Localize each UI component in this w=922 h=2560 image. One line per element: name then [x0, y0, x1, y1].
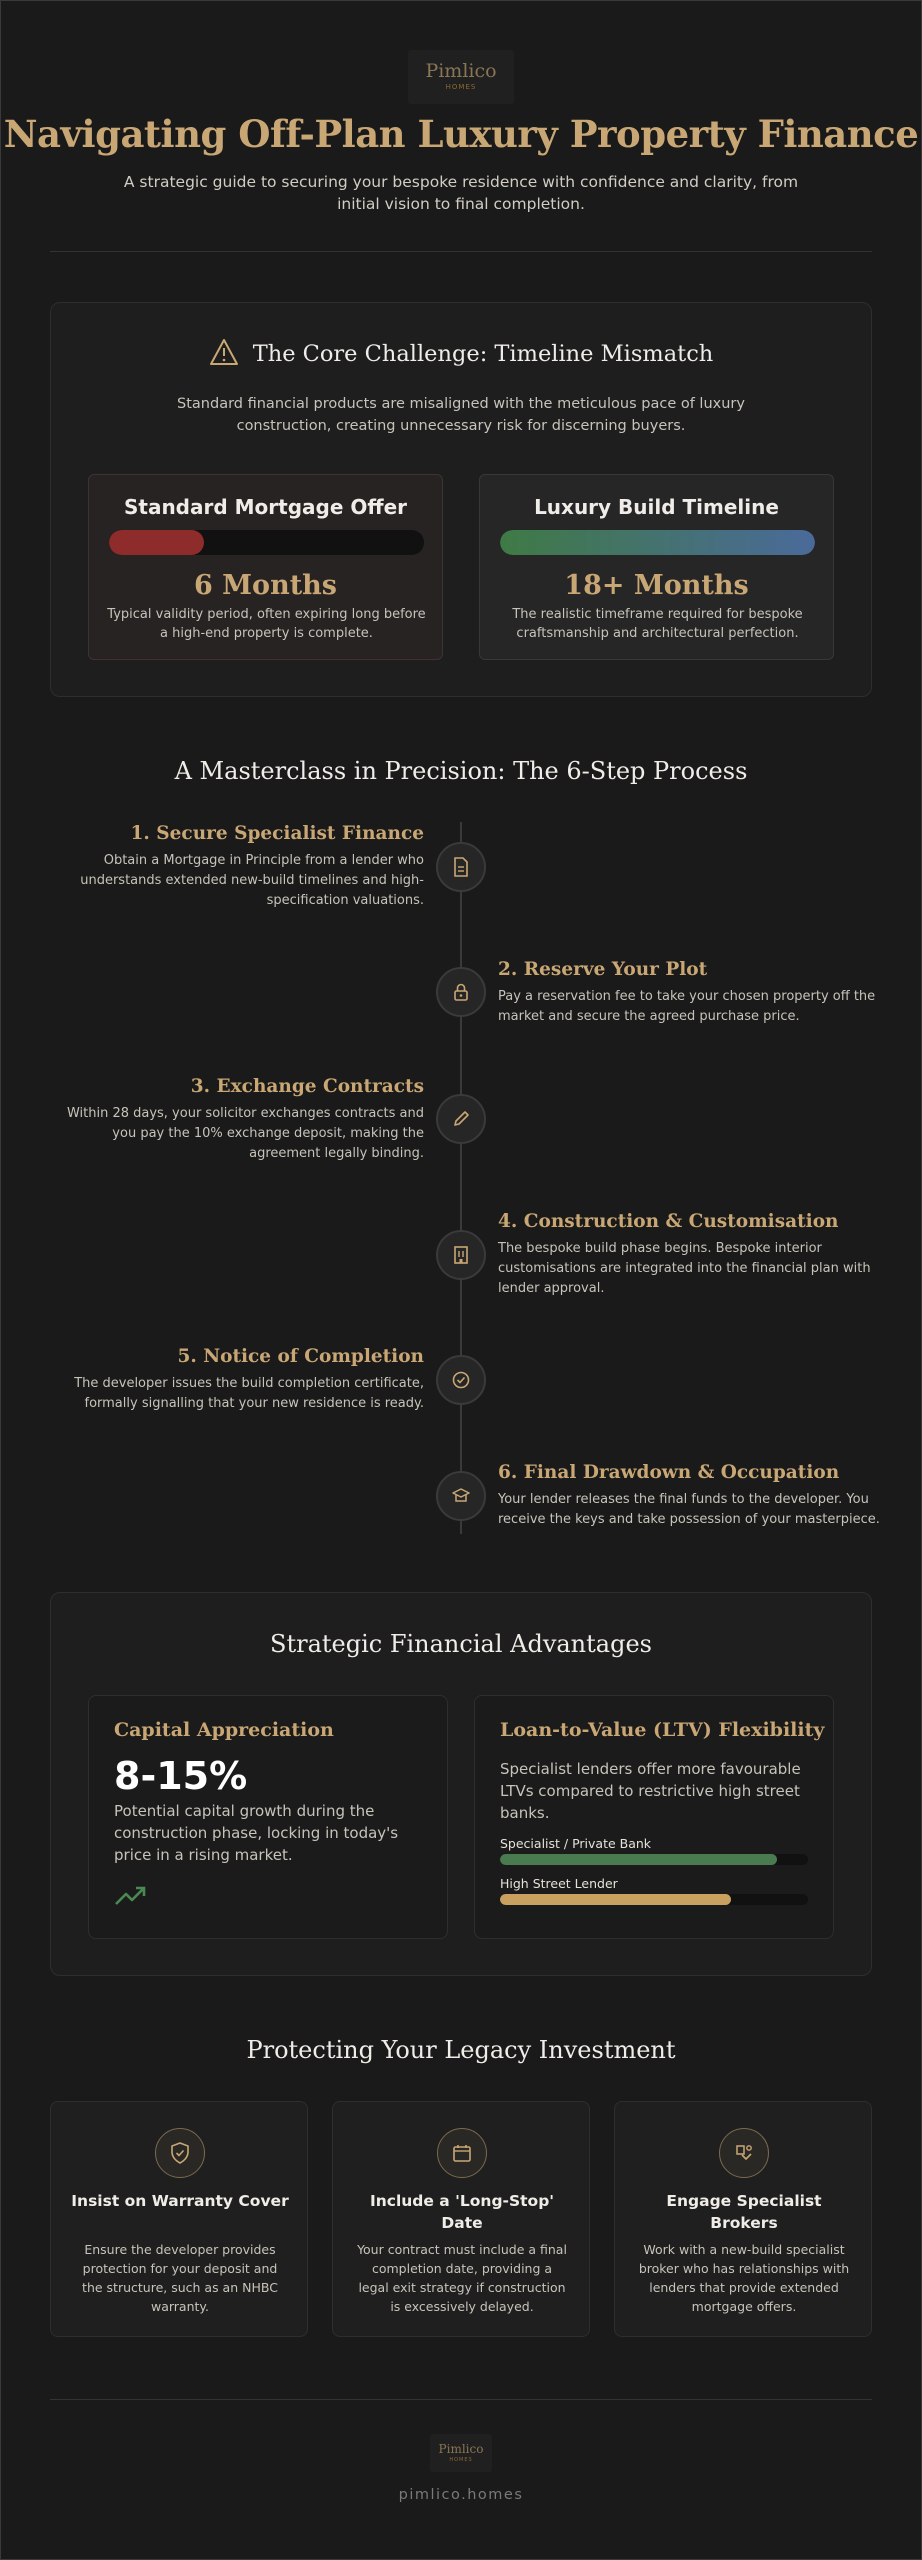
- pen-icon: [436, 1094, 486, 1144]
- core-challenge-description: Standard financial products are misaligned with the meticulous pace of luxury construction, creating unnecessary risk for discerning buyers.: [177, 396, 745, 434]
- step-title: 5. Notice of Completion: [177, 1346, 424, 1367]
- shield-check-icon: [155, 2128, 205, 2178]
- bar-label: High Street Lender: [500, 1876, 618, 1891]
- step-5: [40, 1346, 424, 1414]
- card-description: Potential capital growth during the construction phase, locking in today's price in a rising market.: [114, 1802, 399, 1864]
- card-title: Insist on Warranty Cover: [71, 2192, 289, 2210]
- footer-logo[interactable]: [430, 2434, 492, 2472]
- process-title: A Masterclass in Precision: The 6-Step Process: [174, 757, 748, 785]
- calendar-icon: [437, 2128, 487, 2178]
- step-description: Your lender releases the final funds to the developer. You receive the keys and take possession of your masterpiece.: [498, 1492, 880, 1527]
- duration-bar: [109, 530, 424, 555]
- card-description: Your contract must include a final completion date, providing a legal exit strategy if construction is excessively delayed.: [357, 2242, 567, 2314]
- specialist-brokers-card: [614, 2101, 872, 2337]
- logo-subtext: HOMES: [445, 83, 477, 91]
- document-icon: [436, 842, 486, 892]
- bar-fill: [500, 1854, 777, 1865]
- logo-wordmark: Pimlico: [438, 2441, 484, 2456]
- divider: [50, 2399, 872, 2400]
- timeline-line: [460, 822, 462, 1534]
- step-4: [498, 1211, 882, 1299]
- step-description: Obtain a Mortgage in Principle from a lender who understands extended new-build timelines and high-specification valuations.: [80, 853, 424, 908]
- duration-bar-fill: [109, 530, 204, 555]
- ltv-bar-high-street: [500, 1894, 808, 1905]
- lock-icon: [436, 967, 486, 1017]
- step-title: 6. Final Drawdown & Occupation: [498, 1462, 840, 1483]
- protect-title: Protecting Your Legacy Investment: [246, 2036, 676, 2064]
- step-1: [40, 823, 424, 911]
- card-title: Loan-to-Value (LTV) Flexibility: [500, 1719, 825, 1741]
- page-subtitle: A strategic guide to securing your bespoke residence with confidence and clarity, from initial vision to final completion.: [123, 173, 799, 213]
- long-stop-card: [332, 2101, 590, 2337]
- warning-triangle-icon: [209, 338, 239, 370]
- ltv-bar-specialist: [500, 1854, 808, 1865]
- mortgage-offer-card: [88, 474, 443, 660]
- capital-appreciation-card: [88, 1695, 448, 1939]
- warranty-card: [50, 2101, 308, 2337]
- card-title: Standard Mortgage Offer: [123, 495, 407, 519]
- card-title: Include a 'Long-Stop' Date: [369, 2192, 555, 2232]
- step-title: 3. Exchange Contracts: [190, 1076, 424, 1097]
- step-description: Within 28 days, your solicitor exchanges contracts and you pay the 10% exchange deposit, making the agreement legally binding.: [66, 1106, 424, 1161]
- bar-fill: [500, 1894, 731, 1905]
- card-description: The realistic timeframe required for bespoke craftsmanship and architectural perfection.: [512, 607, 803, 641]
- build-timeline-card: [479, 474, 834, 660]
- appreciation-value: 8-15%: [114, 1754, 248, 1798]
- card-description: Typical validity period, often expiring long before a high-end property is complete.: [107, 607, 426, 641]
- duration-bar-fill: [500, 530, 815, 555]
- building-icon: [436, 1230, 486, 1280]
- duration-bar: [500, 530, 815, 555]
- card-title: Engage Specialist Brokers: [666, 2192, 822, 2232]
- step-description: The developer issues the build completion certificate, formally signalling that your new residence is ready.: [74, 1376, 424, 1411]
- step-title: 4. Construction & Customisation: [498, 1211, 839, 1232]
- duration-value: 6 Months: [193, 570, 337, 601]
- logo-wordmark: Pimlico: [425, 60, 497, 82]
- logo-subtext: HOMES: [449, 2456, 473, 2463]
- step-title: 2. Reserve Your Plot: [498, 959, 708, 980]
- card-title: Capital Appreciation: [114, 1719, 334, 1741]
- step-6: [498, 1462, 882, 1530]
- card-description: Work with a new-build specialist broker who has relationships with lenders that provide extended mortgage offers.: [638, 2242, 850, 2314]
- step-description: Pay a reservation fee to take your chosen property off the market and secure the agreed purchase price.: [498, 989, 876, 1024]
- advantages-title: Strategic Financial Advantages: [270, 1630, 652, 1658]
- core-title-row: [0, 338, 922, 370]
- core-challenge-title: The Core Challenge: Timeline Mismatch: [252, 341, 714, 367]
- step-title: 1. Secure Specialist Finance: [130, 823, 424, 844]
- card-title: Luxury Build Timeline: [534, 495, 779, 519]
- footer-link[interactable]: pimlico.homes: [398, 2487, 524, 2503]
- bar-label: Specialist / Private Bank: [500, 1836, 652, 1851]
- step-description: The bespoke build phase begins. Bespoke interior customisations are integrated into the financial plan with lender approval.: [498, 1241, 871, 1296]
- card-description: Ensure the developer provides protection for your deposit and the structure, such as an NHBC warranty.: [82, 2242, 278, 2314]
- broker-icon: [719, 2128, 769, 2178]
- card-description: Specialist lenders offer more favourable LTVs compared to restrictive high street banks.: [500, 1760, 801, 1822]
- page-title: Navigating Off-Plan Luxury Property Finance: [3, 112, 919, 156]
- duration-value: 18+ Months: [564, 570, 749, 601]
- brand-logo[interactable]: [408, 50, 514, 104]
- step-2: [498, 959, 882, 1027]
- check-circle-icon: [436, 1355, 486, 1405]
- key-box-icon: [436, 1471, 486, 1521]
- step-3: [40, 1076, 424, 1164]
- divider: [50, 251, 872, 252]
- trend-up-icon: [114, 1884, 148, 1912]
- ltv-flexibility-card: [474, 1695, 834, 1939]
